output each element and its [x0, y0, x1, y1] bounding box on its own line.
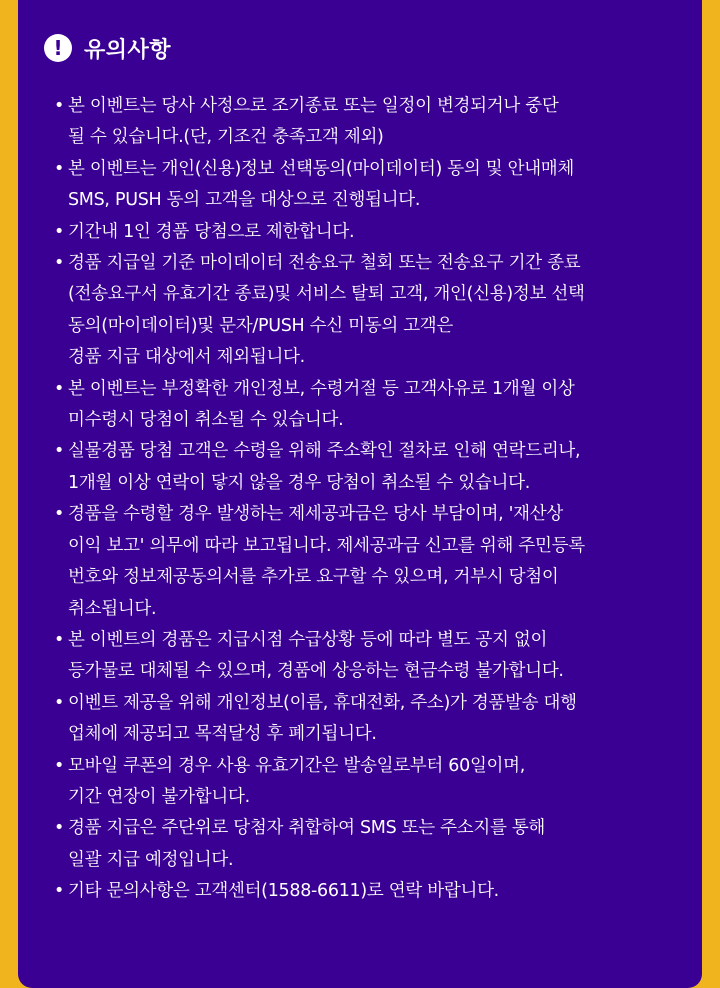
notice-text: 경품 지급은 주단위로 당첨자 취합하여 SMS 또는 주소지를 통해 일괄 지급 예정입니다. — [68, 818, 546, 870]
notice-text: 본 이벤트는 당사 사정으로 조기종료 또는 일정이 변경되거나 중단 될 수 있습니다.(단, 기조건 충족고객 제외) — [68, 96, 559, 148]
notice-header — [44, 30, 171, 66]
notice-text: 실물경품 당첨 고객은 수령을 위해 주소확인 절차로 인해 연락드리나, 1개월 이상 연락이 닿지 않을 경우 당첨이 취소될 수 있습니다. — [68, 441, 581, 493]
notice-text: 모바일 쿠폰의 경우 사용 유효기간은 발송일로부터 60일이며, 기간 연장이 불가합니다. — [68, 755, 526, 807]
bullet-icon: • — [54, 221, 65, 242]
bullet-icon: • — [54, 755, 65, 776]
notice-item — [54, 813, 694, 876]
notice-text: 본 이벤트의 경품은 지급시점 수급상황 등에 따라 별도 공지 없이 등가물로 대체될 수 있으며, 경품에 상응하는 현금수령 불가합니다. — [68, 629, 564, 682]
notice-item — [54, 751, 694, 814]
notice-text: 본 이벤트는 개인(신용)정보 선택동의(마이데이터) 동의 및 안내매체 SMS, PUSH 동의 고객을 대상으로 진행됩니다. — [68, 158, 575, 211]
notice-item — [54, 248, 694, 374]
bullet-icon: • — [54, 881, 65, 902]
notice-item — [54, 217, 694, 248]
bullet-icon: • — [54, 692, 65, 713]
bullet-icon: • — [54, 378, 65, 399]
bullet-icon: • — [54, 818, 65, 839]
notice-text: 경품을 수령할 경우 발생하는 제세공과금은 당사 부담이며, '재산상 이익 보고' 의무에 따라 보고됩니다. 제세공과금 신고를 위해 주민등록 번호와 정보제공동의서를 추가로 요구할 수 있으며, 거부시 당첨이 취소됩니다. — [68, 504, 585, 619]
bullet-icon: • — [54, 629, 65, 650]
notice-text: 본 이벤트는 부정확한 개인정보, 수령거절 등 고객사유로 1개월 이상 미수령시 당첨이 취소될 수 있습니다. — [68, 378, 575, 431]
bullet-icon: • — [54, 96, 65, 116]
notice-text: 기간내 1인 경품 당첨으로 제한합니다. — [68, 221, 355, 242]
notice-item — [54, 876, 694, 907]
notice-panel — [18, 0, 702, 988]
notice-item — [54, 374, 694, 437]
bullet-icon: • — [54, 253, 65, 274]
notice-item — [54, 688, 694, 751]
bullet-icon: • — [54, 504, 65, 525]
notice-list — [54, 91, 694, 908]
bullet-icon: • — [54, 441, 65, 462]
notice-text: 기타 문의사항은 고객센터(1588-6611)로 연락 바랍니다. — [68, 881, 499, 902]
notice-item — [54, 436, 694, 499]
notice-text: 경품 지급일 기준 마이데이터 전송요구 철회 또는 전송요구 기간 종료 (전송요구서 유효기간 종료)및 서비스 탈퇴 고객, 개인(신용)정보 선택 동의(마이데이터)및 문자/PUSH 수신 미동의 고객은 경품 지급 대상에서 제외됩니다. — [68, 253, 585, 368]
notice-item — [54, 625, 694, 688]
notice-title: 유의사항 — [84, 37, 172, 63]
bullet-icon: • — [54, 158, 65, 179]
notice-text: 이벤트 제공을 위해 개인정보(이름, 휴대전화, 주소)가 경품발송 대행 업체에 제공되고 목적달성 후 폐기됩니다. — [68, 692, 577, 745]
notice-item — [54, 91, 694, 154]
exclamation-circle-icon: ! — [44, 34, 72, 62]
notice-item — [54, 154, 694, 217]
notice-item — [54, 499, 694, 625]
